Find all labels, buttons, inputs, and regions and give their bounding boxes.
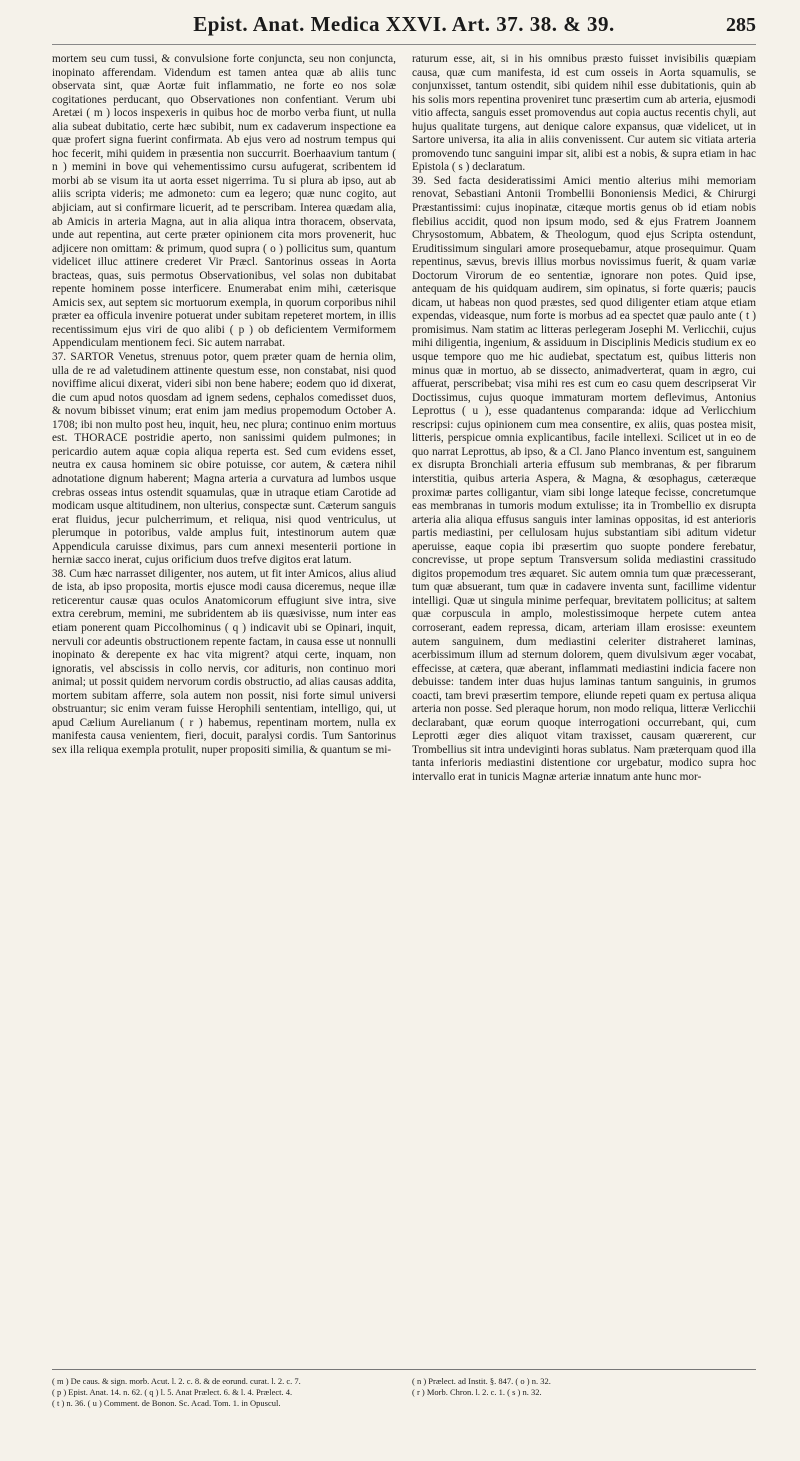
paragraph: mortem seu cum tussi, & convulsione forte conjuncta, seu non conjuncta, inopinato afferendam. Videndum est tamen antea quæ ab aliis tunc observata sint, quæ Aortæ fuit inflammatio, ne forte eo nos solæ cogitationes perducant, quo Observationes non confentiant. Verum ubi Aretæi ( m ) locos inspexeris in quibus hoc de morbo verba fiunt, ut nulla alia subeat dubitatio, certe hæc subibit, num ex cadaverum inspectione ea quæ profert signa fuerint confirmata. Ab ejus vero ad nostrum tempus qui hoc fecerit, mihi quidem in præsentia non succurrit. Boerhaavium tantum ( n ) memini in bove qui vehementissimo cursu aufugerat, scribentem id morbi ab se visum ita ut aorta esset nigerrima. Tu si plura ab ipso, aut ab aliis scripta videris; me admoneto: cum ea legero; quæ nunc cogito, aut abjiciam, aut si confirmare licuerit, ad te perscribam. Interea quædam alia, ab Amicis in arteria Magna, aut in alia aliqua intra thoracem, observata, unde aut repentina, aut certe præter opinionem cita mors provenerit, huc adjicere non omittam: & primum, quod supra ( o ) pollicitus sum, quantum videlicet illuc attinere crederet Vir Præcl. Santorinus osseas in Aorta bracteas, quas, suis permotus Observationibus, vel solas non dubitabat repente hominem posse interficere. Enumerabat enim mihi, cæterisque Amicis sex, aut septem sic mortuorum exempla, in quorum corporibus nihil præter ea officula invenire potuerat under subitam repeteret mortem, in illis recentissimum ejus viri de quo alibi ( p ) ob deficientem Vermiformem Appendiculam mentionem feci. Sic autem narrabat.: [52, 53, 396, 350]
paragraph-37: 37. SARTOR Venetus, strenuus potor, quem præter quam de hernia olim, ulla de re ad valetudinem attinente questum esse, non constabat, nisi quod noviffime alicui dixerat, videri sibi non bene habere; eodem quo id dixerat, die cum apud notos quosdam ad ignem sedens, cephalos comedisset duos, & novum bibisset vinum; erat enim jam medius propemodum October A. 1708; ibi non multo post heu, inquit, heu, nec plura; continuo enim mortuus est. THORACE postridie aperto, non sanissimi quidem pulmones; in pericardio autem aquæ copia aliqua reperta est. Sed cum evidens esset, neutra ex causa hominem sic obire potuisse, cor autem, & cætera nihil adnotatione dignum haberent; Magna arteria a curvatura ad lumbos usque crebras osseas intus ostendit squamulas, quæ in utraque etiam Carotide ad modicam usque altitudinem, non ulterius, conspectæ sunt. Cæterum sanguis erat fluidus, jecur pulcherrimum, et reliqua, nisi quod ventriculus, ut plerumque in potoribus, valde amplus fuit, intestinorum autem quæ Appendicula caruisse diximus, pars cum annexi mesenterii portione in herniæ sacco inerat, cujus orificium duos trefve digitos erat latum.: [52, 351, 396, 567]
footnote: ( n ) Prælect. ad Instit. §. 847. ( o ) n. 32.: [412, 1376, 551, 1386]
footnote: ( r ) Morb. Chron. l. 2. c. 1. ( s ) n. 32.: [412, 1387, 542, 1397]
paragraph-39: 39. Sed facta desideratissimi Amici mentio alterius mihi memoriam renovat, Sebastiani Antonii Trombellii Bononiensis Medici, & Chirurgi Præstantissimi: cujus inopinatæ, citæque mortis genus ob id etiam nobis flebilius accidit, quod non ipsum modo, sed & ejus Fratrem Joannem Chrysostomum, Abbatem, & Theologum, quod ejus Scripta ostendunt, Eruditissimum singulari amore prosequebamur, atque prosequimur. Quam repentinus, sævus, brevis illius morbus novissimus fuerit, & quam variæ Doctorum Virorum de eo sententiæ, ignorare non potes. Quid ipse, antequam de his quidquam audirem, sim opinatus, si forte quæris; paucis dicam, ut habeas non quod præstes, sed quod diligenter etiam atque etiam expendas, videasque, num forte is morbus ad ea spectet quæ paulo ante ( t ) promisimus. Nam statim ac litteras perlegeram Josephi M. Verlicchii, cujus mihi diligentia, ingenium, & assiduum in Disciplinis Medicis studium ex eo usque tempore quo me hic audiebat, spectatum est, quibus litteris non minus quæ in mortuo, ab se dissecto, animadverterat, quam in ægro, cui affuerat, perscribebat; visa mihi res est cum eo casu quem descripserat Vir Doctissimus, cujus quoque immaturam mortem deflevimus, Antonius Leprottus ( u ), esse quadantenus comparanda: idque ad Verlicchium rescripsi: cujus opinionem cum mea consentire, ex aliis, quas postea misit, litteris, perspicue omnia explicantibus, facile intellexi. Scilicet ut in eo de quo narrat Leprottus, ab ipso, & a Cl. Jano Planco inventum est, sanguinem ex disrupta Bronchiali arteria effusum sub membranas, & per fibrarum interstitia, quibus arteria Aspera, & Magna, & œsophagus, cæteræque proximæ partes colligantur, viam sibi longe lateque fecisse, concretumque eas membranas in tumoris modum extulisse; ita in Trombellio ex disrupta arteria alia aliqua effusus sanguis inter laminas oppositas, id est anterioris partis mediastini, per cellulosam hujus substantiam sibi aditum videtur aperuisse, eaque copia ibi præsertim quo suopte pondere ferebatur, concrevisse, ut prope septum Transversum solida mediastini crassitudo digitos propemodum tres æquaret. Sic autem omnia tum quæ præcesserant, tum quæ absuerant, tum quæ in cadavere inventa sunt, facillime videntur intelligi. Quæ ut singula minime perfequar, brevitatem pollicitus; at saltem quæ corpuscula in amplo, molestissimoque herpete cutem antea corroserant, eadem repressa, dicam, arteriam illam erosisse: exeuntem autem sanguinem, dum mediastini celeriter distraheret laminas, acerbissimum illum ad sternum dolorem, quem divulsivum æger vocabat, effecisse, at cætera, quæ aberant, inflammati mediastini indicia facere non debuisse: tandem inter duas hujus laminas tantum sanguinis, in grumos coacti, tam brevi præsertim tempore, eliunde repeti quam ex pertusa aliqua arteria non posse. Sed pleraque horum, non modo reliqua, litteræ Verlicchii declarabant, quæ eorum quoque interrogationi occurrebant, qui, cum Leprotti æger dies aliquot vitam traxisset, causam quærerent, cur Trombellius sit intra undeviginti horas sublatus. Nam præterquam quod illa tanta inferioris mediastini distentione cor urgebatur, modico supra hoc intervallo erat in tunicis Magnæ arteriæ innatum ante hunc mor-: [412, 174, 756, 783]
footnote: ( p ) Epist. Anat. 14. n. 62. ( q ) l. 5. Anat Prælect. 6. & l. 4. Prælect. 4.: [52, 1387, 293, 1397]
running-header: [52, 12, 756, 45]
paragraph: raturum esse, ait, si in his omnibus præsto fuisset invisibilis quæpiam causa, quæ cum manifesta, id est cum osseis in Aorta squamulis, se conjunxisset, tantum ostendit, sibi quidem nihil esse dubitationis, quin ab his solis mors repentina proveniret tunc præsertim cum ab arteria, ejusmodi vitio affecta, sanguis esset promovendus aut copia auctus recentis chyli, aut hujus qualitate turgens, aut denique calore expansus, quæ videlicet, ut in Sartore universa, ita alia in aliis convenissent. Cur autem sic vitiata arteria promovendo tunc sanguini impar sit, alibi est a nobis, & supra etiam in hac Epistola ( s ) declaratum.: [412, 53, 756, 174]
right-column: [412, 53, 756, 1363]
footnotes-left: [52, 1376, 396, 1409]
footnotes: [52, 1376, 756, 1409]
footnote: ( m ) De caus. & sign. morb. Acut. l. 2. c. 8. & de eorund. curat. l. 2. c. 7.: [52, 1376, 301, 1386]
text-columns: [52, 53, 756, 1363]
footnote-divider: [52, 1369, 756, 1370]
running-title: Epist. Anat. Medica XXVI. Art. 37. 38. & 39.: [193, 12, 615, 36]
paragraph-38: 38. Cum hæc narrasset diligenter, nos autem, ut fit inter Amicos, alius aliud de ista, ab ipso proposita, mortis ejusce modi causa diceremus, neque illæ reticerentur causæ quas oculos Anatomicorum effugiunt sive intra, sive extra cerebrum, memini, me subridentem ab iis quæsivisse, num inter eas etiam ponerent quam Piccolhominus ( q ) indicavit ubi se Opinari, inquit, nervuli cor adeuntis obstructionem repente factam, in causa esse ut nonnulli inopinato & derepente ex hac vita migrent? atqui certe, inquam, non ignoratis, vel abscissis in collo nervis, cor adituris, non continuo mori animal; ut possit quidem nervorum cordis obstructio, ad alias causas addita, mortem subitam afferre, sola autem non possit, nisi forte simul universi obstruantur; sic enim veram fuisse Herophili sententiam, intelligo, qui, ut apud Cælium Aurelianum ( r ) habemus, repentinam mortem, nulla ex manifesta causa venientem, fieri, docuit, paralysi cordis. Tum Santorinus sex illa reliqua exempla protulit, nuper propositi similia, & quantum se mi-: [52, 567, 396, 756]
footnotes-right: [412, 1376, 756, 1409]
page-number: 285: [726, 14, 756, 36]
footnote: ( t ) n. 36. ( u ) Comment. de Bonon. Sc. Acad. Tom. 1. in Opuscul.: [52, 1398, 281, 1408]
left-column: [52, 53, 396, 1363]
